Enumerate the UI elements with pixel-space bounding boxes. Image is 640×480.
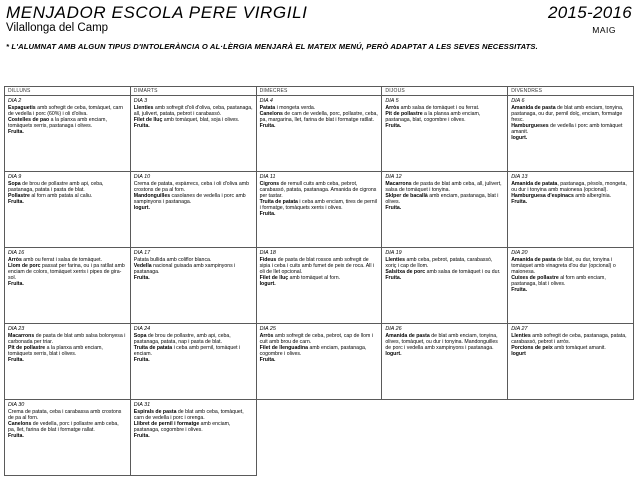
menu-dish <box>8 345 127 357</box>
menu-dish <box>385 205 504 211</box>
menu-dish <box>260 333 379 345</box>
weekday-monday: DILLUNS <box>5 87 131 96</box>
dish-description: amb albergínia. <box>573 192 612 199</box>
weekday-tuesday: DIMARTS <box>130 87 256 96</box>
weekday-thursday: DIJOUS <box>382 87 508 96</box>
day-date: DIA 10 <box>133 174 151 180</box>
day-date: DIA 24 <box>133 326 151 332</box>
menu-dish <box>385 333 504 351</box>
dish-description: de carn de vedella, porc, pollastre, ceba, pa, margarina, llet, farina de blat i formatge ratllat. <box>259 110 378 123</box>
dish-name: Filet de lluç <box>133 116 163 123</box>
dish-name: Llenties <box>511 332 531 339</box>
dish-description: de pasta de blat amb ceba, all, julivert, salsa de tomàquet i tonyina. <box>385 180 502 193</box>
day-date: DIA 16 <box>8 250 25 256</box>
menu-dish <box>134 421 253 433</box>
dish-description: de vedella i porc amb tomàquet amanit. <box>511 123 623 136</box>
dish-description: de blat amb ceba, tomàquet, carn de vedella i porc i orenga. <box>133 408 244 421</box>
dish-description: amb ceba, pebrot, patata, carabassó, xoriç i cap de llom. <box>385 256 493 269</box>
menu-dish <box>511 287 630 293</box>
dish-description: de remull cuits amb ceba, pebrot, carabassó, patata, pastanaga. Amanida de cigrons per tastar. <box>259 180 377 199</box>
dish-description: i mongeta verda. <box>275 104 316 111</box>
menu-dish <box>511 333 630 345</box>
menu-dish <box>134 357 253 363</box>
dish-name: Llenties <box>133 104 154 111</box>
week-row <box>5 324 634 400</box>
menu-dish <box>385 123 504 129</box>
dish-name: Espirals de pasta <box>133 408 177 415</box>
dish-name: Cuixes de pollastre <box>511 275 559 282</box>
dish-name: Canelons <box>259 110 283 117</box>
dish-name: Fruita. <box>133 275 150 282</box>
dish-description: Patata bullida amb coliflor blanca. <box>133 256 212 263</box>
day-cell <box>382 172 508 248</box>
day-date: DIA 6 <box>511 98 525 104</box>
menu-dish <box>511 257 630 275</box>
dish-name: Hamburgueses <box>511 123 549 130</box>
empty-day-cell <box>382 400 508 476</box>
day-date: DIA 27 <box>511 326 528 332</box>
menu-dish <box>511 123 630 135</box>
empty-day-cell <box>508 400 634 476</box>
dish-description: amb sofregit de ceba, pastanaga, patata, carabassó, pebrot i arròs. <box>511 332 627 345</box>
dish-description: amb ou ferrat i salsa de tomàquet. <box>21 256 103 263</box>
menu-dish <box>260 357 379 363</box>
day-date: DIA 23 <box>8 326 25 332</box>
dish-description: Crema de patata, ceba i carabassa amb crostons de pa al forn. <box>8 408 122 421</box>
day-date: DIA 17 <box>133 250 151 256</box>
dish-name: Fruita. <box>511 199 528 206</box>
day-cell <box>382 324 508 400</box>
dish-name: Amanida de pasta <box>511 256 556 263</box>
dish-description: amb sofregit d'oli d'oliva, ceba, pastanaga, all, julivert, patata, pebrot i carabassó. <box>133 104 253 117</box>
menu-dish <box>385 257 504 269</box>
dish-name: Fruita. <box>511 287 528 294</box>
dish-description: casolanes de vedella i porc amb xampinyons i pastanaga. <box>133 192 246 206</box>
menu-dish <box>511 135 630 141</box>
dish-name: Iogurt. <box>259 281 276 288</box>
menu-dish <box>511 275 630 287</box>
dish-description: passat per farina, ou i pa ratllat amb enciam de colors, tomàquet xerris i pipes de gira-sol. <box>8 262 125 282</box>
menu-dish <box>134 345 253 357</box>
dish-name: Fruita. <box>133 433 150 440</box>
dish-name: Pollastre <box>8 192 30 199</box>
menu-dish <box>134 123 253 129</box>
menu-dish <box>385 181 504 193</box>
dish-name: Fruita. <box>385 275 402 282</box>
dish-description: amb enciam, pastanaga, blat i olives. <box>385 192 499 206</box>
day-cell <box>5 96 131 172</box>
day-cell <box>256 96 382 172</box>
menu-dish <box>260 181 379 199</box>
day-cell <box>508 96 634 172</box>
dish-name: Arròs <box>8 256 22 263</box>
dish-description: amb sofregit de ceba, pebrot, cap de llom i cuit amb brou de carn. <box>259 332 373 345</box>
day-cell <box>130 248 256 324</box>
menu-dish <box>385 351 504 357</box>
dish-name: Llenties <box>385 256 405 263</box>
menu-dish <box>260 211 379 217</box>
location-subtitle: Vilallonga del Camp <box>6 22 109 34</box>
menu-dish <box>260 281 379 287</box>
dish-name: Macarrons <box>8 332 35 339</box>
dish-description: a la planxa amb enciam, tomàquets xerris, blat i olives. <box>8 344 103 358</box>
menu-dish <box>385 193 504 205</box>
menu-dish <box>511 105 630 123</box>
dish-name: Filet de lluç <box>259 275 289 282</box>
dish-name: Llom de porc <box>8 262 41 269</box>
dish-description: amb salsa de tomàquet i ou dur. <box>425 268 501 275</box>
dish-name: Fideus <box>259 256 277 263</box>
dish-description: nacional guisada amb xampinyons i pastanaga. <box>133 262 236 275</box>
dish-name: Vedella <box>133 262 152 269</box>
dish-name: Llibret de pernil i formatge <box>133 420 200 427</box>
day-cell <box>130 324 256 400</box>
dish-name: Truita de patata <box>133 344 173 351</box>
menu-dish <box>8 105 127 117</box>
dish-name: Salsitxa de porc <box>385 268 426 275</box>
dish-description: i ceba amb pernil, tomàquet i enciam. <box>133 344 241 358</box>
day-date: DIA 4 <box>259 98 273 104</box>
day-cell <box>130 400 256 476</box>
day-date: DIA 5 <box>385 98 399 104</box>
dish-description: i ceba amb enciam, tires de pernil i formatge, tomàquets xerris i olives. <box>259 199 377 212</box>
dish-description: de brou de pollastre amb api, ceba, pastanaga, patata i pasta de blat. <box>8 180 104 193</box>
menu-dish <box>8 333 127 345</box>
dish-name: Iogurt. <box>133 205 150 212</box>
day-date: DIA 13 <box>511 174 528 180</box>
dish-description: de pasta de blat rossos amb sofregit de sipia i ceba i cuits amb fumet de peix de roca. All i oli de llet opcional. <box>259 256 375 275</box>
dish-name: Arròs <box>259 332 274 339</box>
dish-name: Espaguetis <box>8 104 36 111</box>
menu-dish <box>8 181 127 193</box>
dish-name: Macarrons <box>385 180 412 187</box>
dish-name: Fruita. <box>8 129 24 136</box>
menu-dish <box>134 333 253 345</box>
menu-dish <box>260 199 379 211</box>
menu-dish <box>134 275 253 281</box>
dish-name: Fruita. <box>8 199 24 206</box>
day-date: DIA 12 <box>385 174 402 180</box>
dish-description: a la planxa amb enciam, pastanaga, blat, cogombre i olives. <box>385 110 481 123</box>
dish-name: Patata <box>259 104 276 111</box>
dish-description: de blat, ou dur, tonyina i tomàquet amb vinagreta d'ou dur (opcional) o maionesa. <box>511 256 616 275</box>
week-row <box>5 96 634 172</box>
month-label: MAIG <box>592 25 616 35</box>
dish-name: Pit de pollastre <box>8 344 46 351</box>
dish-description: amb enciam, pastanaga, cogombre i olives. <box>259 344 367 358</box>
weekday-friday: DIVENDRES <box>508 87 634 96</box>
week-row <box>5 248 634 324</box>
day-cell <box>5 324 131 400</box>
day-cell <box>130 172 256 248</box>
day-date: DIA 31 <box>133 402 151 408</box>
day-cell <box>508 324 634 400</box>
dish-description: amb tomàquet al forn. <box>288 275 341 282</box>
dish-name: Fruita. <box>133 123 150 130</box>
day-date: DIA 2 <box>8 98 22 104</box>
dish-name: Mandonguilles <box>133 192 171 199</box>
day-date: DIA 30 <box>8 402 25 408</box>
dish-name: Amanida de patata <box>511 180 558 187</box>
day-date: DIA 11 <box>259 174 276 180</box>
day-cell <box>130 96 256 172</box>
dish-name: Fruita. <box>259 211 276 218</box>
dish-description: amb tomàquet, blat, soja i olives. <box>162 116 240 123</box>
school-year: 2015-2016 <box>548 3 632 22</box>
menu-dish <box>8 199 127 205</box>
dish-name: Fruita. <box>385 123 402 130</box>
dish-name: Iogurt. <box>511 135 528 142</box>
dish-description: , pastanaga, pèsols, mongeta, ou dur i tonyina amb maionesa (opcional). <box>511 180 627 193</box>
dish-description: amb tomàquet amanit. <box>552 344 606 351</box>
dish-description: de vedella, porc i pollastre amb ceba, pa, llet, farina de blat i formatge rallat. <box>8 420 119 434</box>
menu-dish <box>8 421 127 433</box>
menu-dish <box>8 263 127 281</box>
dish-name: Fruita. <box>259 357 276 364</box>
day-cell <box>382 248 508 324</box>
menu-dish <box>134 181 253 193</box>
dish-description: amb enciam, pastanaga, cogombre i olives. <box>133 420 231 434</box>
allergy-note: * L'ALUMNAT AMB ALGUN TIPUS D'INTOLERÀNCIA O AL·LÈRGIA MENJARÀ EL MATEIX MENÚ, PERÒ ADAPTAT A LES SEVES NECESSITATS. <box>6 42 538 51</box>
dish-name: Porcions de peix <box>511 344 553 351</box>
menu-dish <box>260 257 379 275</box>
menu-dish <box>134 409 253 421</box>
menu-dish <box>8 433 127 439</box>
dish-name: Arròs <box>385 104 400 111</box>
dish-name: Fruita. <box>8 357 24 364</box>
day-cell <box>508 172 634 248</box>
menu-weeks <box>5 96 634 476</box>
dish-name: Iogurt <box>511 351 526 358</box>
dish-name: Iogurt. <box>385 351 402 358</box>
dish-description: de blat amb enciam, tonyina, olives, tomàquet, ou dur i tonyina. Mandonguilles de porc i vedella amb xampinyons i pastanaga. <box>385 332 498 351</box>
menu-dish <box>8 129 127 135</box>
day-date: DIA 20 <box>511 250 528 256</box>
menu-dish <box>385 111 504 123</box>
dish-description: amb sofregit de ceba, tomàquet, carn de vedella i porc (60%) i oli d'oliva. <box>8 104 124 117</box>
menu-dish <box>134 433 253 439</box>
week-row <box>5 172 634 248</box>
dish-name: Sopa <box>133 332 147 339</box>
dish-description: al forn amb patata al caliu. <box>29 192 93 199</box>
day-date: DIA 26 <box>385 326 402 332</box>
menu-dish <box>385 269 504 275</box>
dish-name: Costelles de pao <box>8 116 50 123</box>
dish-description: a la planxa amb enciam, tomàquets xerris, pastanaga i olives. <box>8 116 107 130</box>
day-cell <box>5 400 131 476</box>
day-date: DIA 19 <box>385 250 402 256</box>
dish-description: al forn amb enciam, pastanaga, blat i olives. <box>511 275 606 288</box>
dish-name: Amanida de pasta <box>511 104 556 111</box>
day-cell <box>508 248 634 324</box>
menu-calendar <box>4 86 634 476</box>
page-title: MENJADOR ESCOLA PERE VIRGILI <box>6 3 308 22</box>
day-date: DIA 18 <box>259 250 276 256</box>
day-cell <box>256 248 382 324</box>
menu-dish <box>134 117 253 123</box>
menu-dish <box>8 409 127 421</box>
menu-dish <box>8 117 127 129</box>
day-cell <box>382 96 508 172</box>
menu-dish <box>134 263 253 275</box>
menu-dish <box>134 193 253 205</box>
dish-name: Cigrons <box>259 180 280 187</box>
dish-description: amb salsa de tomàquet i ou ferrat. <box>399 104 480 111</box>
dish-name: Fruita. <box>259 123 276 130</box>
menu-dish <box>8 357 127 363</box>
dish-name: Fruita. <box>385 205 402 212</box>
menu-dish <box>260 111 379 123</box>
day-date: DIA 3 <box>133 98 148 104</box>
day-cell <box>256 172 382 248</box>
dish-name: Fruita. <box>8 433 24 440</box>
dish-name: Amanida de pasta <box>385 332 430 339</box>
day-cell <box>5 248 131 324</box>
menu-dish <box>260 345 379 357</box>
menu-dish <box>511 199 630 205</box>
dish-name: Sopa <box>8 180 21 187</box>
dish-name: Canelons <box>8 420 32 427</box>
weekday-header-row <box>5 87 634 96</box>
dish-name: Fruita. <box>133 357 150 364</box>
dish-description: de brou de pollastre, amb api, ceba, pastanaga, patata, nap i pasta de blat. <box>133 332 231 345</box>
dish-name: Fruita. <box>8 281 24 288</box>
dish-description: de blat amb enciam, tonyina, pastanaga, ou dur, pernil dolç, enciam, formatge fresc. <box>511 104 624 123</box>
menu-dish <box>134 105 253 117</box>
menu-dish <box>134 205 253 211</box>
menu-dish <box>511 181 630 193</box>
menu-dish <box>385 275 504 281</box>
day-cell <box>256 324 382 400</box>
week-row <box>5 400 634 476</box>
menu-dish <box>511 351 630 357</box>
menu-dish <box>8 281 127 287</box>
day-date: DIA 9 <box>8 174 22 180</box>
dish-description: Crema de patata, espàrrecs, ceba i oli d'oliva amb crostons de pa al forn. <box>133 180 249 193</box>
menu-dish <box>260 123 379 129</box>
weekday-wednesday: DIMECRES <box>256 87 382 96</box>
day-date: DIA 25 <box>259 326 276 332</box>
dish-name: Sklper de bacallà <box>385 192 428 199</box>
dish-name: Hamburguesa d'espinacs <box>511 192 574 199</box>
day-cell <box>5 172 131 248</box>
dish-name: Pit de pollastre <box>385 110 423 117</box>
dish-name: Truita de patata <box>259 199 298 206</box>
dish-description: de pasta de blat amb salsa bolonyesa i carbonada per triar. <box>8 332 126 345</box>
empty-day-cell <box>256 400 382 476</box>
dish-name: Filet de llenguadina <box>259 344 309 351</box>
